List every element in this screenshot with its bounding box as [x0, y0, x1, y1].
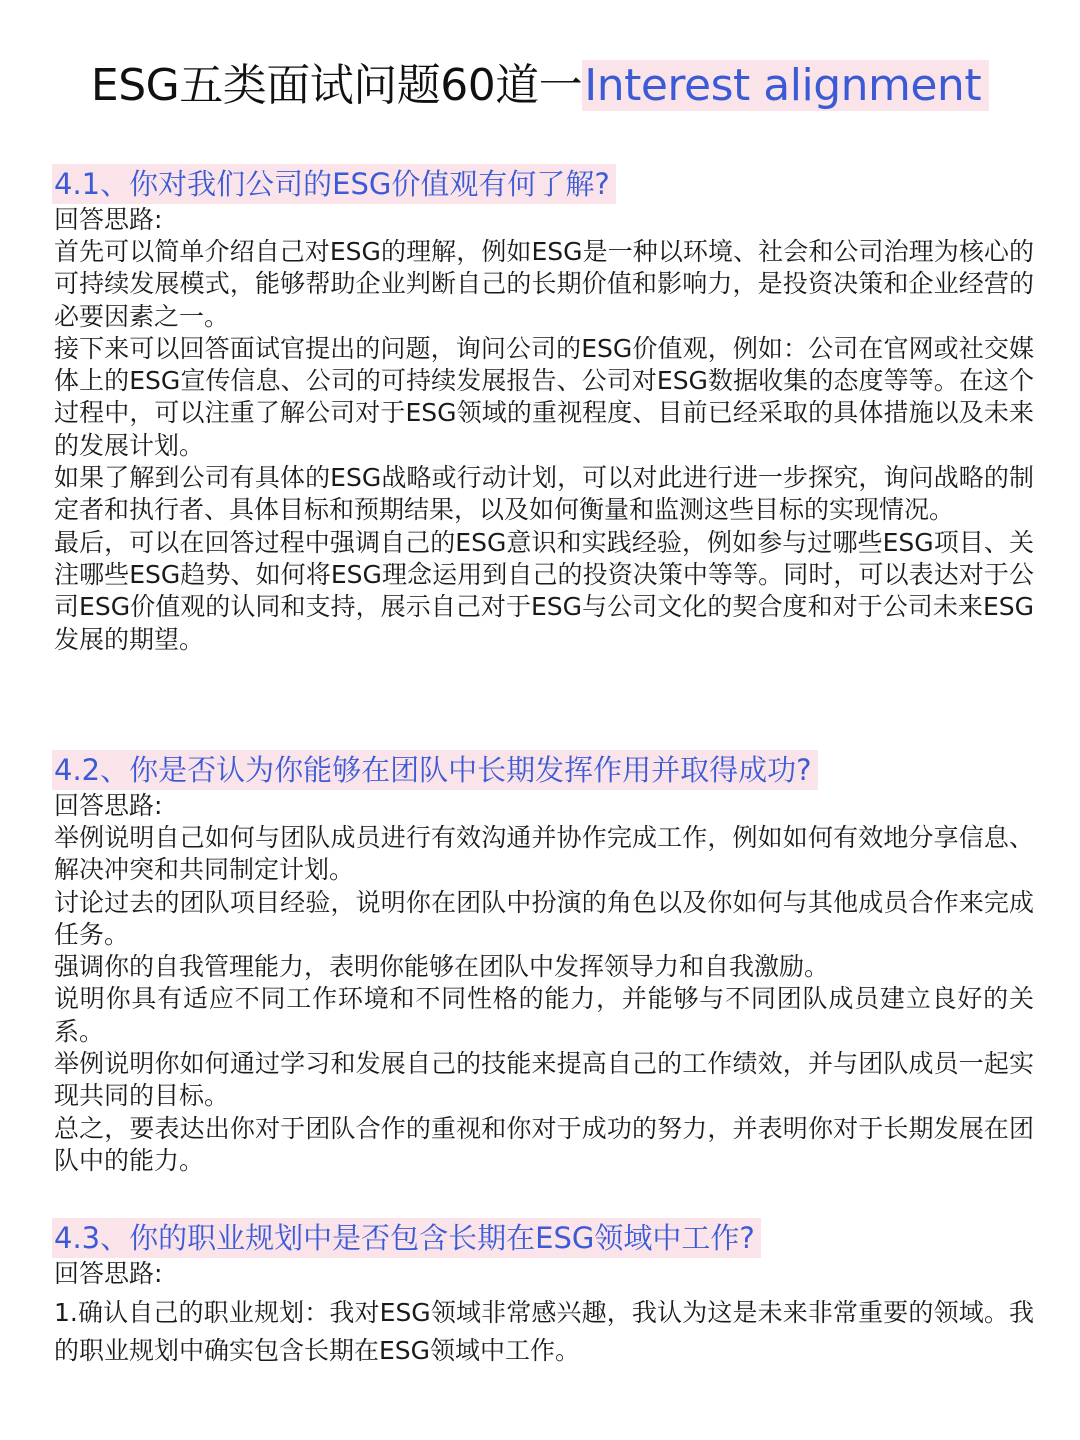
section-4-2	[54, 750, 1034, 1177]
paragraph: 举例说明自己如何与团队成员进行有效沟通并协作完成工作，例如如何有效地分享信息、解决冲突和共同制定计划。	[54, 823, 1034, 885]
section-4-1	[54, 164, 1034, 656]
paragraph: 最后，可以在回答过程中强调自己的ESG意识和实践经验，例如参与过哪些ESG项目、关注哪些ESG趋势、如何将ESG理念运用到自己的投资决策中等等。同时，可以表达对于公司ESG价值观的认同和支持，展示自己对于ESG与公司文化的契合度和对于公司未来ESG发展的期望。	[54, 527, 1034, 654]
title-main: ESG五类面试问题60道一	[90, 60, 583, 111]
section-heading: 4.2、你是否认为你能够在团队中长期发挥作用并取得成功?	[52, 750, 818, 790]
title-accent-highlight: Interest alignment	[582, 60, 989, 111]
paragraph: 接下来可以回答面试官提出的问题，询问公司的ESG价值观，例如：公司在官网或社交媒体上的ESG宣传信息、公司的可持续发展报告、公司对ESG数据收集的态度等等。在这个过程中，可以注重了解公司对于ESG领域的重视程度、目前已经采取的具体措施以及未来的发展计划。	[54, 333, 1034, 460]
page-title	[0, 58, 1080, 114]
answer-label: 回答思路:	[54, 1259, 163, 1288]
answer-label: 回答思路:	[54, 791, 163, 820]
answer-label: 回答思路:	[54, 205, 163, 234]
section-heading: 4.3、你的职业规划中是否包含长期在ESG领域中工作?	[52, 1218, 761, 1258]
paragraph: 如果了解到公司有具体的ESG战略或行动计划，可以对此进行进一步探究，询问战略的制定者和执行者、具体目标和预期结果，以及如何衡量和监测这些目标的实现情况。	[54, 463, 1034, 525]
paragraph: 强调你的自我管理能力，表明你能够在团队中发挥领导力和自我激励。	[54, 952, 830, 982]
paragraph: 首先可以简单介绍自己对ESG的理解，例如ESG是一种以环境、社会和公司治理为核心的可持续发展模式，能够帮助企业判断自己的长期价值和影响力，是投资决策和企业经营的必要因素之一。	[54, 237, 1034, 331]
section-4-3	[54, 1218, 1034, 1370]
paragraph: 讨论过去的团队项目经验，说明你在团队中扮演的角色以及你如何与其他成员合作来完成任务。	[54, 887, 1034, 949]
paragraph: 总之，要表达出你对于团队合作的重视和你对于成功的努力，并表明你对于长期发展在团队中的能力。	[54, 1113, 1034, 1175]
paragraph: 1.确认自己的职业规划：我对ESG领域非常感兴趣，我认为这是未来非常重要的领域。我的职业规划中确实包含长期在ESG领域中工作。	[54, 1298, 1034, 1365]
paragraph: 说明你具有适应不同工作环境和不同性格的能力，并能够与不同团队成员建立良好的关系。	[54, 984, 1034, 1046]
section-heading: 4.1、你对我们公司的ESG价值观有何了解?	[52, 164, 616, 204]
paragraph: 举例说明你如何通过学习和发展自己的技能来提高自己的工作绩效，并与团队成员一起实现共同的目标。	[54, 1049, 1034, 1111]
